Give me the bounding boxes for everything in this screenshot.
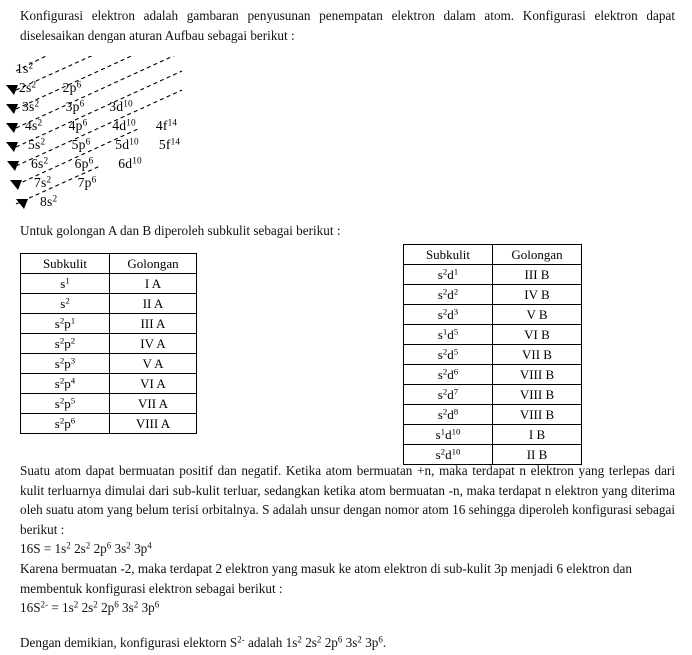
- body-paragraph: Suatu atom dapat bermuatan positif dan negatif. Ketika atom bermuatan +n, maka terdapat n elektron yang terlepas dari kulit terluarnya dimulai dari sub-kulit terluar, sedangkan ketika atom bermuatan -n, maka terdapat n elektron yang diterima oleh suatu atom yang belum terisi orbitalnya. S adalah unsur dengan nomor atom 16 sehingga diperoleh konfigurasi sebagai berikut :: [20, 463, 675, 537]
- table-row: [21, 274, 197, 294]
- table-a-golongan-cell: VIII A: [110, 414, 197, 434]
- orbital-6p: $6p^6$: [74, 155, 94, 171]
- conf1-label: 16S = 1s: [20, 541, 67, 556]
- orbital-4f: $4f^{14}$: [155, 117, 178, 133]
- closing-t4: 3s: [342, 635, 358, 650]
- table-a-golongan-cell: I A: [110, 274, 197, 294]
- orbital-6d: $6d^{10}$: [118, 155, 142, 171]
- closing-t6: .: [382, 635, 387, 650]
- table-b-subkulit-cell: $s^1d^5$: [404, 325, 493, 345]
- table-a-subkulit-cell: $s^2p^3$: [21, 354, 110, 374]
- table-b-golongan-cell: IV B: [493, 285, 582, 305]
- table-b-golongan-cell: VI B: [493, 325, 582, 345]
- table-a-golongan-cell: V A: [110, 354, 197, 374]
- orbital-1s: $1s^2$: [16, 60, 34, 76]
- table-b-golongan-cell: VII B: [493, 345, 582, 365]
- orbital-6s: $6s^2$: [31, 155, 49, 171]
- table-b-subkulit-cell: $s^2d^5$: [404, 345, 493, 365]
- orbital-5s: $5s^2$: [28, 136, 46, 152]
- table-b-subkulit-cell: $s^2d^8$: [404, 405, 493, 425]
- orbital-2p: $2p^6$: [62, 79, 82, 95]
- table-b-subkulit-cell: $s^2d^1$: [404, 265, 493, 285]
- table-b-golongan-cell: VIII B: [493, 365, 582, 385]
- table-b-golongan-cell: I B: [493, 425, 582, 445]
- table-row: [21, 394, 197, 414]
- table-row: [21, 314, 197, 334]
- closing-line: [20, 633, 386, 653]
- conf1-t3: 2p: [90, 541, 107, 556]
- aufbau-row-2: [19, 81, 103, 95]
- table-b-golongan-cell: II B: [493, 445, 582, 465]
- orbital-7s: $7s^2$: [34, 174, 52, 190]
- orbital-5f: $5f^{14}$: [158, 136, 181, 152]
- table-a-subkulit-cell: $s^2p^5$: [21, 394, 110, 414]
- closing-sup4: 2: [357, 634, 362, 645]
- table-b-subkulit-cell: $s^2d^{10}$: [404, 445, 493, 465]
- table-b-golongan-cell: VIII B: [493, 385, 582, 405]
- table-a-subkulit-cell: $s^2p^4$: [21, 374, 110, 394]
- untuk-golongan-line: Untuk golongan A dan B diperoleh subkulit sebagai berikut :: [20, 223, 341, 238]
- aufbau-row-7: [34, 176, 118, 190]
- closing-charge: 2-: [237, 634, 245, 645]
- table-a-subkulit-cell: $s^2p^6$: [21, 414, 110, 434]
- closing-t0: Dengan demikian, konfigurasi elektorn S: [20, 635, 238, 650]
- conf2-charge: 2-: [40, 599, 49, 610]
- table-a-subkulit-cell: $s^2$: [21, 294, 110, 314]
- closing-t1: adalah 1s: [244, 635, 298, 650]
- table-a-header-subkulit: Subkulit: [21, 254, 110, 274]
- conf2-t4: 3s: [118, 600, 134, 615]
- table-row: [404, 265, 582, 285]
- table-golongan-a: [20, 253, 197, 434]
- table-row: [21, 374, 197, 394]
- orbital-2s: $2s^2$: [19, 79, 37, 95]
- aufbau-row-5: [28, 138, 199, 152]
- conf1-t2: 2s: [70, 541, 86, 556]
- conf2-label: 16S: [20, 600, 41, 615]
- orbital-3s: $3s^2$: [22, 98, 40, 114]
- table-a-golongan-cell: III A: [110, 314, 197, 334]
- orbital-8s: $8s^2$: [40, 193, 58, 209]
- closing-sup3: 6: [337, 634, 343, 645]
- conf1-t5: 3p: [130, 541, 148, 556]
- configuration-16S-anion: [20, 598, 159, 618]
- table-row: [404, 425, 582, 445]
- closing-t5: 3p: [361, 635, 379, 650]
- aufbau-row-1: [16, 62, 56, 76]
- orbital-7p: $7p^6$: [77, 174, 97, 190]
- closing-sup2: 2: [316, 634, 322, 645]
- aufbau-row-4: [25, 119, 196, 133]
- table-row: [404, 325, 582, 345]
- orbital-5p: $5p^6$: [71, 136, 91, 152]
- conf1-sup1: 2: [66, 540, 71, 551]
- aufbau-row-3: [22, 100, 149, 114]
- table-b-subkulit-cell: $s^2d^6$: [404, 365, 493, 385]
- table-row: [404, 405, 582, 425]
- conf2-t2: 2s: [78, 600, 94, 615]
- table-b-header-golongan: Golongan: [493, 245, 582, 265]
- table-a-golongan-cell: VII A: [110, 394, 197, 414]
- orbital-4p: $4p^6$: [68, 117, 88, 133]
- closing-t2: 2s: [301, 635, 317, 650]
- table-a-subkulit-cell: $s^2p^1$: [21, 314, 110, 334]
- conf1-sup4: 2: [126, 540, 131, 551]
- table-row: [21, 414, 197, 434]
- table-b-subkulit-cell: $s^2d^7$: [404, 385, 493, 405]
- closing-sup5: 6: [378, 634, 383, 645]
- table-row: [21, 334, 197, 354]
- aufbau-arrowhead-7: [10, 180, 22, 190]
- orbital-5d: $5d^{10}$: [115, 136, 139, 152]
- table-row: [404, 285, 582, 305]
- conf2-sup5: 6: [154, 599, 160, 610]
- table-b-header-subkulit: Subkulit: [404, 245, 493, 265]
- conf2-sup3: 6: [114, 599, 119, 610]
- intro-paragraph: Konfigurasi elektron adalah gambaran penyusunan penempatan elektron dalam atom. Konfigurasi elektron dapat diselesaikan dengan aturan Aufbau sebagai berikut :: [20, 8, 675, 43]
- conf2-sup2: 2: [93, 599, 98, 610]
- table-b-golongan-cell: III B: [493, 265, 582, 285]
- table-row: [21, 354, 197, 374]
- table-row: [404, 345, 582, 365]
- aufbau-diagram: [0, 56, 400, 214]
- conf2-sup1: 2: [73, 599, 79, 610]
- table-row: [21, 294, 197, 314]
- aufbau-row-8: [40, 195, 80, 209]
- aufbau-row-6: [31, 157, 158, 171]
- table-b-subkulit-cell: $s^2d^3$: [404, 305, 493, 325]
- conf1-sup3: 6: [106, 540, 112, 551]
- table-a-header-row: [21, 254, 197, 274]
- conf2-t5: 3p: [138, 600, 155, 615]
- closing-t3: 2p: [321, 635, 338, 650]
- table-a-golongan-cell: IV A: [110, 334, 197, 354]
- configuration-16S: [20, 539, 152, 559]
- table-b-golongan-cell: V B: [493, 305, 582, 325]
- closing-sup1: 2: [297, 634, 302, 645]
- table-row: [404, 305, 582, 325]
- table-a-header-golongan: Golongan: [110, 254, 197, 274]
- conf2-eq: = 1s: [48, 600, 74, 615]
- table-row: [404, 365, 582, 385]
- table-a-subkulit-cell: $s^1$: [21, 274, 110, 294]
- aufbau-arrowhead-8: [16, 199, 28, 209]
- conf1-sup5: 4: [147, 540, 152, 551]
- table-a-subkulit-cell: $s^2p^2$: [21, 334, 110, 354]
- table-b-subkulit-cell: $s^2d^2$: [404, 285, 493, 305]
- table-a-golongan-cell: VI A: [110, 374, 197, 394]
- conf1-t4: 3s: [111, 541, 127, 556]
- table-row: [404, 385, 582, 405]
- orbital-3p: $3p^6$: [65, 98, 85, 114]
- orbital-4s: $4s^2$: [25, 117, 43, 133]
- conf2-t3: 2p: [97, 600, 115, 615]
- karena-paragraph: Karena bermuatan -2, maka terdapat 2 elektron yang masuk ke atom elektron di sub-kulit 3p menjadi 6 elektron dan membentuk konfigurasi elektron sebagai berikut :: [20, 561, 632, 596]
- table-b-golongan-cell: VIII B: [493, 405, 582, 425]
- conf1-sup2: 2: [85, 540, 91, 551]
- table-b-subkulit-cell: $s^1d^{10}$: [404, 425, 493, 445]
- table-a-golongan-cell: II A: [110, 294, 197, 314]
- orbital-3d: $3d^{10}$: [109, 98, 133, 114]
- orbital-4d: $4d^{10}$: [112, 117, 136, 133]
- table-b-header-row: [404, 245, 582, 265]
- table-golongan-b: [403, 244, 582, 465]
- conf2-sup4: 2: [133, 599, 139, 610]
